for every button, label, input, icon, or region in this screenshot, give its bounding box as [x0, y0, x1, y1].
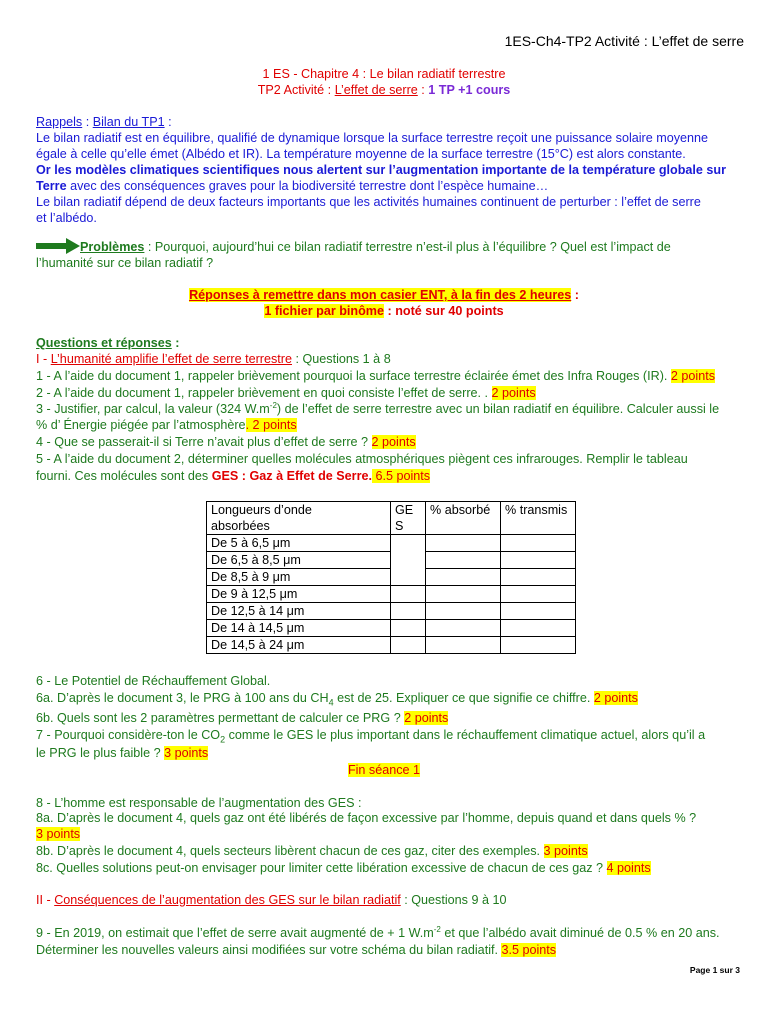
question-5-line-1: 5 - A l’aide du document 2, déterminer quelles molécules atmosphériques piègent ces infrarouges. Remplir le tableau — [36, 452, 688, 466]
question-7-text-1: 7 - Pourquoi considère-ton le CO — [36, 728, 221, 742]
absorption-table — [206, 501, 576, 654]
table-cell-absorbed[interactable] — [426, 586, 501, 603]
table-cell-transmitted[interactable] — [501, 535, 576, 552]
part2-prefix: II - — [36, 893, 55, 907]
instructions-line-2 — [0, 303, 768, 320]
activity-topic: L’effet de serre — [334, 83, 418, 97]
question-8c-text: 8c. Quelles solutions peut-on envisager pour limiter cette libération excessive de chacun de ces gaz ? — [36, 861, 607, 875]
table-cell-absorbed[interactable] — [426, 620, 501, 637]
table-row — [207, 603, 576, 620]
table-header-ges-2: S — [395, 519, 404, 533]
question-7-line-1 — [36, 727, 705, 744]
rappels-sep: : — [82, 115, 93, 129]
table-cell-ges[interactable] — [391, 535, 426, 586]
question-1-points: 2 points — [670, 369, 716, 383]
table-cell-wavelength: De 14 à 14,5 μm — [207, 620, 391, 637]
table-header-wavelength-2: absorbées — [211, 519, 270, 533]
table-cell-wavelength: De 5 à 6,5 μm — [207, 535, 391, 552]
problemes-label: Problèmes — [80, 240, 145, 254]
page-header: 1ES-Ch4-TP2 Activité : L’effet de serre — [504, 33, 744, 49]
table-cell-transmitted[interactable] — [501, 569, 576, 586]
instructions-colon: : — [571, 288, 579, 302]
table-row — [207, 586, 576, 603]
question-3-exponent: -2 — [269, 400, 277, 410]
rappels-line-4-rest: avec des conséquences graves pour la biodiversité terrestre dont l’espèce humaine… — [66, 179, 549, 193]
question-3-text-c: % d’ Énergie piégée par l’atmosphère — [36, 418, 246, 432]
table-header-ges — [391, 502, 426, 535]
question-7-text-2: comme le GES le plus important dans le réchauffement climatique actuel, alors qu’il a — [225, 728, 706, 742]
rappels-heading — [36, 114, 172, 131]
question-1 — [36, 368, 715, 385]
question-3-line-2 — [36, 417, 297, 434]
rappels-line-4 — [36, 178, 548, 195]
qr-heading — [36, 335, 179, 352]
page-number: Page 1 sur 3 — [689, 965, 740, 975]
rappels-terre: Terre — [36, 179, 67, 193]
table-cell-ges[interactable] — [391, 637, 426, 654]
question-6a — [36, 690, 638, 707]
problemes-line-2: l’humanité sur ce bilan radiatif ? — [36, 256, 214, 270]
table-cell-wavelength: De 6,5 à 8,5 μm — [207, 552, 391, 569]
table-row — [207, 535, 576, 552]
question-6a-text-1: 6a. D’après le document 3, le PRG à 100 ans du CH — [36, 691, 329, 705]
part2-title: Conséquences de l’augmentation des GES sur le bilan radiatif — [54, 893, 401, 907]
instructions-score: : noté sur 40 points — [384, 304, 504, 318]
rappels-line-3: Or les modèles climatiques scientifiques nous alertent sur l’augmentation importante de la température globale sur — [36, 163, 727, 177]
question-9-line-1 — [36, 925, 720, 942]
table-header-absorbed: % absorbé — [426, 502, 501, 535]
part2-heading — [36, 892, 506, 909]
question-6b — [36, 710, 448, 727]
activity-sep: : — [417, 83, 429, 97]
activity-duration: 1 TP +1 cours — [428, 83, 511, 97]
question-3-line-1 — [36, 401, 719, 418]
table-row — [207, 637, 576, 654]
table-cell-absorbed[interactable] — [426, 552, 501, 569]
question-3-text-b: ) de l’effet de serre terrestre avec un bilan radiatif en équilibre. Calculer aussi le — [276, 402, 720, 416]
part2-range: : Questions 9 à 10 — [400, 893, 507, 907]
question-2 — [36, 385, 536, 402]
chapter-title: 1 ES - Chapitre 4 : Le bilan radiatif terrestre — [262, 67, 506, 81]
table-cell-absorbed[interactable] — [426, 535, 501, 552]
table-cell-ges[interactable] — [391, 603, 426, 620]
rappels-line-1: Le bilan radiatif est en équilibre, qualifié de dynamique lorsque la surface terrestre reçoit une puissance solaire moyenne — [36, 131, 709, 145]
table-header-row — [207, 502, 576, 535]
question-9-exponent: -2 — [433, 924, 441, 934]
table-cell-transmitted[interactable] — [501, 586, 576, 603]
question-6a-sub: 4 — [328, 697, 334, 708]
table-cell-transmitted[interactable] — [501, 620, 576, 637]
table-cell-ges[interactable] — [391, 586, 426, 603]
instructions-deadline: Réponses à remettre dans mon casier ENT, à la fin des 2 heures — [189, 288, 572, 302]
table-cell-ges[interactable] — [391, 620, 426, 637]
rappels-line-5: Le bilan radiatif dépend de deux facteurs importants que les activités humaines continuent de perturber : l’effet de serre — [36, 195, 701, 209]
table-cell-wavelength: De 9 à 12,5 μm — [207, 586, 391, 603]
qr-colon: : — [171, 336, 180, 350]
rappels-line-2: égale à celle qu’elle émet (Albédo et IR). La température moyenne de la surface terrestre (15°C) est alors constante. — [36, 147, 686, 161]
question-7-line-2 — [36, 745, 208, 762]
rappels-label: Rappels — [36, 115, 83, 129]
question-4 — [36, 434, 416, 451]
table-row — [207, 620, 576, 637]
question-6a-points: 2 points — [593, 691, 638, 705]
rappels-line-6: et l’albédo. — [36, 211, 97, 225]
end-session-label: Fin séance 1 — [347, 763, 421, 777]
instructions-file: 1 fichier par binôme — [264, 304, 384, 318]
question-9-text-a: 9 - En 2019, on estimait que l’effet de serre avait augmenté de + 1 W.m — [36, 926, 434, 940]
question-2-points: 2 points — [491, 386, 536, 400]
question-5-ges: GES : Gaz à Effet de Serre. — [211, 469, 372, 483]
question-5-text: fourni. Ces molécules sont des — [36, 469, 212, 483]
question-7-points: 3 points — [164, 746, 209, 760]
table-header-wavelength — [207, 502, 391, 535]
question-9-line-2 — [36, 942, 556, 959]
problemes-line-1 — [80, 239, 671, 256]
question-6-title: 6 - Le Potentiel de Réchauffement Global. — [36, 674, 271, 688]
table-cell-wavelength: De 12,5 à 14 μm — [207, 603, 391, 620]
arrow-right-icon — [36, 238, 80, 254]
question-9-text-c: Déterminer les nouvelles valeurs ainsi modifiées sur votre schéma du bilan radiatif. — [36, 943, 502, 957]
activity-prefix: TP2 Activité : — [257, 83, 335, 97]
question-8c-points: 4 points — [606, 861, 651, 875]
question-8-title: 8 - L’homme est responsable de l’augmentation des GES : — [36, 796, 362, 810]
question-9-text-b: et que l’albédo avait diminué de 0.5 % en 20 ans. — [440, 926, 720, 940]
question-8b-points: 3 points — [543, 844, 588, 858]
question-7-sub: 2 — [220, 734, 226, 745]
table-cell-wavelength: De 8,5 à 9 μm — [207, 569, 391, 586]
question-9-points: 3.5 points — [501, 943, 557, 957]
question-7-text-3: le PRG le plus faible ? — [36, 746, 165, 760]
question-8b-text: 8b. D’après le document 4, quels secteurs libèrent chacun de ces gaz, citer des exemples. — [36, 844, 544, 858]
rappels-colon: : — [164, 115, 172, 129]
end-session — [0, 762, 768, 779]
part1-title: L’humanité amplifie l’effet de serre terrestre — [50, 352, 292, 366]
question-6b-points: 2 points — [404, 711, 449, 725]
question-2-text: 2 - A l’aide du document 1, rappeler brièvement en quoi consiste l’effet de serre. . — [36, 386, 492, 400]
question-8b — [36, 843, 588, 860]
part1-range: : Questions 1 à 8 — [291, 352, 391, 366]
question-3-points: . 2 points — [245, 418, 297, 432]
table-cell-transmitted[interactable] — [501, 552, 576, 569]
table-cell-absorbed[interactable] — [426, 569, 501, 586]
question-4-points: 2 points — [371, 435, 416, 449]
table-cell-absorbed[interactable] — [426, 603, 501, 620]
part1-prefix: I - — [36, 352, 51, 366]
table-cell-transmitted[interactable] — [501, 603, 576, 620]
activity-title — [0, 82, 768, 99]
table-header-wavelength-1: Longueurs d’onde — [211, 503, 312, 517]
table-header-ges-1: GE — [395, 503, 414, 517]
problemes-text: : Pourquoi, aujourd’hui ce bilan radiatif terrestre n’est-il plus à l’équilibre ? Quel est l’impact de — [144, 240, 671, 254]
question-8a-points: 3 points — [36, 827, 81, 841]
question-8a: 8a. D’après le document 4, quels gaz ont été libérés de façon excessive par l’homme, depuis quand et dans quels % ? — [36, 811, 697, 825]
question-8c — [36, 860, 651, 877]
question-6b-text: 6b. Quels sont les 2 paramètres permettant de calculer ce PRG ? — [36, 711, 405, 725]
table-cell-transmitted[interactable] — [501, 637, 576, 654]
table-cell-absorbed[interactable] — [426, 637, 501, 654]
question-8a-points-line — [36, 826, 80, 843]
question-5-points: 6.5 points — [371, 469, 431, 483]
question-3-text-a: 3 - Justifier, par calcul, la valeur (324 W.m — [36, 402, 270, 416]
table-header-transmitted: % transmis — [501, 502, 576, 535]
question-5-line-2 — [36, 468, 430, 485]
question-1-text: 1 - A l’aide du document 1, rappeler brièvement pourquoi la surface terrestre éclairée émet des Infra Rouges (IR). — [36, 369, 671, 383]
question-4-text: 4 - Que se passerait-il si Terre n’avait plus d’effet de serre ? — [36, 435, 372, 449]
qr-title: Questions et réponses — [36, 336, 172, 350]
part1-heading — [36, 351, 391, 368]
instructions-line-1 — [0, 287, 768, 304]
rappels-link: Bilan du TP1 — [92, 115, 165, 129]
question-6a-text-2: est de 25. Expliquer ce que signifie ce chiffre. — [333, 691, 594, 705]
table-cell-wavelength: De 14,5 à 24 μm — [207, 637, 391, 654]
